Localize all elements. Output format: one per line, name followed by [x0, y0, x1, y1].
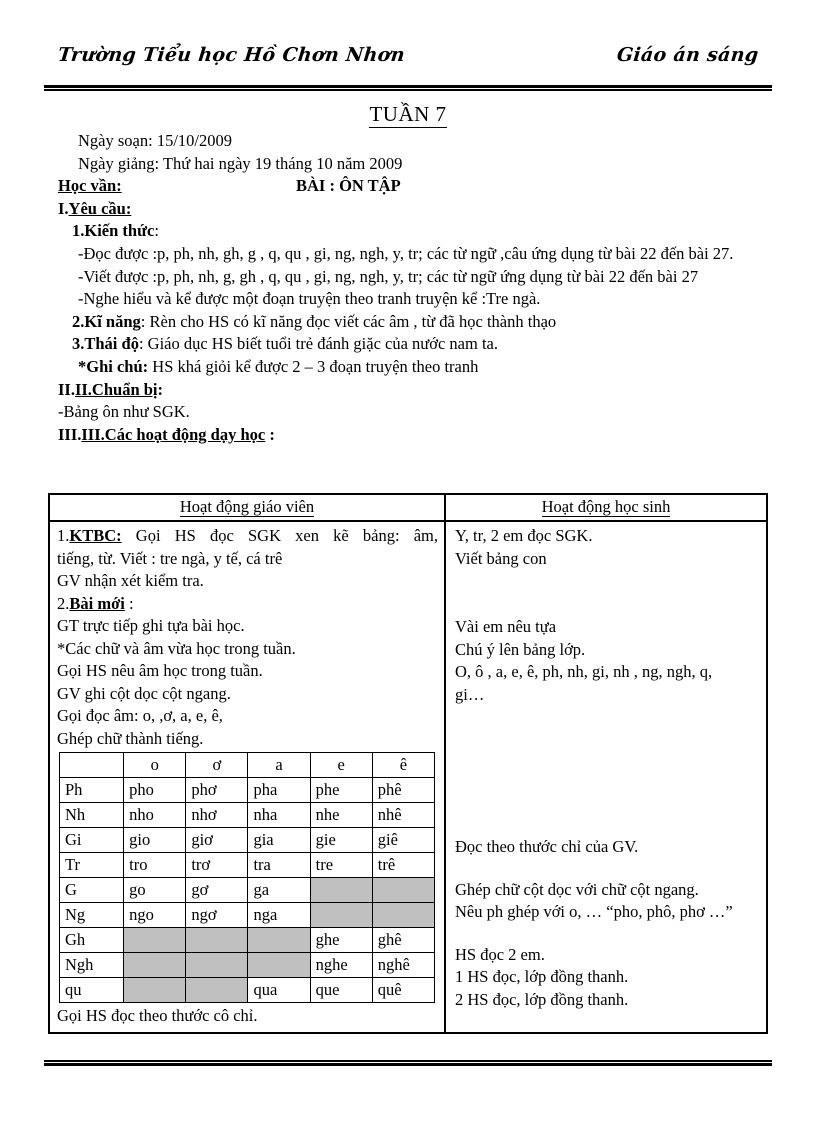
syllable-grid-cell: trơ: [186, 853, 248, 878]
syllable-grid-col-header: ê: [372, 753, 434, 778]
syllable-grid-cell: ngơ: [186, 903, 248, 928]
syllable-grid-row-header: Ng: [60, 903, 124, 928]
syllable-grid-cell: [186, 953, 248, 978]
syllable-grid-cell: [372, 903, 434, 928]
syllable-grid-cell: pha: [248, 778, 310, 803]
activities-table-header: [50, 495, 766, 522]
syllable-grid-row-header: Gh: [60, 928, 124, 953]
session-name: Giáo án sáng: [615, 44, 760, 66]
student-line-11: 2 HS đọc, lớp đồng thanh.: [455, 989, 629, 1009]
activities-heading: III.III.Các hoạt động dạy học :: [58, 424, 275, 444]
syllable-grid-cell: tra: [248, 853, 310, 878]
subject-lesson-row: [58, 175, 764, 198]
syllable-grid-cell: nho: [124, 803, 186, 828]
footer-divider-rule: [44, 1060, 772, 1066]
page-title-text: TUẦN 7: [369, 102, 447, 126]
prep-heading: II.II.Chuẩn bị:: [58, 379, 164, 399]
teacher-line-2: *Các chữ và âm vừa học trong tuần.: [57, 638, 296, 658]
syllable-grid-cell: nha: [248, 803, 310, 828]
syllable-grid-cell: [186, 928, 248, 953]
note-line: *Ghi chú: HS khá giỏi kể được 2 – 3 đoạn truyện theo tranh: [78, 356, 479, 376]
syllable-grid-cell: tro: [124, 853, 186, 878]
student-line-read-pointer: Đọc theo thước chỉ của GV.: [455, 837, 639, 856]
syllable-grid-row-header: Ngh: [60, 953, 124, 978]
syllable-grid-row-header: Ph: [60, 778, 124, 803]
student-line-4: Chú ý lên bảng lớp.: [455, 639, 586, 659]
syllable-grid-wrap: [59, 752, 438, 1003]
syllable-grid-cell: nghe: [310, 953, 372, 978]
syllable-grid-row: [60, 828, 435, 853]
knowledge-item-2: -Viết được :p, ph, nh, g, gh , q, qu , gi, ng, ngh, y, tr; các từ ngữ ứng dụng từ bài 22 đến bài 27: [78, 266, 699, 286]
syllable-grid-body: [60, 753, 435, 1003]
attitude-line: 3.Thái độ: Giáo dục HS biết tuổi trẻ đánh giặc của nước nam ta.: [72, 334, 498, 354]
syllable-grid-cell: [124, 928, 186, 953]
lesson-plan-body: [58, 130, 764, 446]
activities-table-body: [50, 522, 766, 1032]
student-line-10: 1 HS đọc, lớp đồng thanh.: [455, 967, 629, 986]
syllable-grid-cell: [124, 953, 186, 978]
student-line-5: O, ô , a, e, ê, ph, nh, gi, nh , ng, ngh, q,: [455, 662, 713, 681]
student-line-9: HS đọc 2 em.: [455, 944, 545, 964]
school-name: Trường Tiểu học Hồ Chơn Nhơn: [56, 44, 407, 66]
column-header-student: Hoạt động học sinh: [541, 497, 671, 516]
student-activities-cell: [446, 522, 766, 1032]
syllable-grid-col-header: a: [248, 753, 310, 778]
syllable-grid-row: [60, 928, 435, 953]
syllable-grid-cell: nhê: [372, 803, 434, 828]
date-written: Ngày soạn: 15/10/2009: [78, 131, 232, 150]
activities-table: [48, 493, 768, 1034]
syllable-grid-row: [60, 953, 435, 978]
syllable-grid-row: [60, 903, 435, 928]
syllable-grid-header-row: [60, 753, 435, 778]
syllable-grid-row: [60, 778, 435, 803]
syllable-grid-cell: giê: [372, 828, 434, 853]
subject-label: Học vần:: [58, 176, 122, 196]
syllable-grid: [59, 752, 435, 1003]
syllable-grid-row: [60, 853, 435, 878]
syllable-grid-cell: [186, 978, 248, 1003]
syllable-grid-cell: ga: [248, 878, 310, 903]
syllable-grid-row-header: qu: [60, 978, 124, 1003]
teacher-line-5: Gọi đọc âm: o, ,ơ, a, e, ê,: [57, 706, 223, 725]
syllable-grid-row: [60, 803, 435, 828]
syllable-grid-cell: gơ: [186, 878, 248, 903]
teacher-line-3: Gọi HS nêu âm học trong tuần.: [57, 661, 263, 680]
syllable-grid-cell: phê: [372, 778, 434, 803]
syllable-grid-col-header: o: [124, 753, 186, 778]
syllable-grid-cell: [248, 928, 310, 953]
syllable-grid-cell: phơ: [186, 778, 248, 803]
student-line-2: Viết bảng con: [455, 548, 547, 568]
syllable-grid-cell: pho: [124, 778, 186, 803]
teacher-line-6: Ghép chữ thành tiếng.: [57, 728, 204, 748]
student-line-6: gi…: [455, 684, 485, 704]
running-header: [58, 44, 758, 66]
knowledge-item-1: -Đọc được :p, ph, nh, gh, g , q, qu , gi, ng, ngh, y, tr; các từ ngữ ,câu ứng dụng từ bài 22 đến bài 27.: [78, 243, 734, 263]
syllable-grid-row: [60, 978, 435, 1003]
prep-text: -Bảng ôn như SGK.: [58, 402, 190, 422]
ktbc-line-1: 1.KTBC: Gọi HS đọc SGK xen kẽ bảng: âm,: [57, 526, 438, 545]
syllable-grid-cell: [310, 903, 372, 928]
syllable-grid-cell: nhơ: [186, 803, 248, 828]
knowledge-item-3: -Nghe hiểu và kể được một đoạn truyện theo tranh truyện kể :Tre ngà.: [78, 289, 541, 309]
syllable-grid-col-header: e: [310, 753, 372, 778]
date-taught: Ngày giảng: Thứ hai ngày 19 tháng 10 năm 2009: [78, 153, 403, 173]
teacher-activities-cell: [50, 522, 446, 1032]
syllable-grid-row-header: Gi: [60, 828, 124, 853]
requirements-heading-underlined: Yêu cầu:: [68, 198, 132, 218]
teacher-closing-line: Gọi HS đọc theo thước cô chỉ.: [57, 1006, 258, 1025]
syllable-grid-cell: [124, 978, 186, 1003]
lesson-label: BÀI : ÔN TẬP: [296, 176, 401, 196]
syllable-grid-col-header: ơ: [186, 753, 248, 778]
syllable-grid-cell: [310, 878, 372, 903]
syllable-grid-cell: qua: [248, 978, 310, 1003]
ktbc-line-3: GV nhận xét kiểm tra.: [57, 571, 204, 590]
syllable-grid-cell: trê: [372, 853, 434, 878]
syllable-grid-cell: gie: [310, 828, 372, 853]
page-title: [0, 102, 816, 127]
syllable-grid-cell: [372, 878, 434, 903]
new-lesson-heading: 2.Bài mới :: [57, 593, 134, 613]
syllable-grid-cell: phe: [310, 778, 372, 803]
requirements-heading: I.Yêu cầu:: [58, 198, 132, 218]
syllable-grid-cell: quê: [372, 978, 434, 1003]
column-header-teacher: Hoạt động giáo viên: [50, 495, 446, 520]
syllable-grid-cell: nga: [248, 903, 310, 928]
syllable-grid-cell: giơ: [186, 828, 248, 853]
syllable-grid-cell: nghê: [372, 953, 434, 978]
syllable-grid-row-header: G: [60, 878, 124, 903]
syllable-grid-cell: ghe: [310, 928, 372, 953]
syllable-grid-row: [60, 878, 435, 903]
syllable-grid-row-header: Tr: [60, 853, 124, 878]
ktbc-line-2: tiếng, từ. Viết : tre ngà, y tế, cá trê: [57, 548, 283, 568]
knowledge-heading: 1.Kiến thức:: [72, 221, 159, 241]
student-line-3: Vài em nêu tựa: [455, 617, 557, 636]
syllable-grid-cell: gia: [248, 828, 310, 853]
skill-line: 2.Kĩ năng: Rèn cho HS có kĩ năng đọc viết các âm , từ đã học thành thạo: [72, 311, 557, 331]
syllable-grid-cell: [248, 953, 310, 978]
student-line-8: Nêu ph ghép với o, … “pho, phô, phơ …”: [455, 902, 733, 921]
student-line-1: Y, tr, 2 em đọc SGK.: [455, 526, 593, 545]
syllable-grid-corner-cell: [60, 753, 124, 778]
syllable-grid-row-header: Nh: [60, 803, 124, 828]
teacher-line-1: GT trực tiếp ghi tựa bài học.: [57, 616, 245, 635]
syllable-grid-cell: nhe: [310, 803, 372, 828]
syllable-grid-cell: ghê: [372, 928, 434, 953]
syllable-grid-cell: tre: [310, 853, 372, 878]
teacher-line-4: GV ghi cột dọc cột ngang.: [57, 683, 231, 703]
syllable-grid-cell: ngo: [124, 903, 186, 928]
syllable-grid-cell: que: [310, 978, 372, 1003]
syllable-grid-cell: go: [124, 878, 186, 903]
student-line-7: Ghép chữ cột dọc với chữ cột ngang.: [455, 879, 699, 899]
syllable-grid-cell: gio: [124, 828, 186, 853]
header-divider-rule: [44, 85, 772, 91]
